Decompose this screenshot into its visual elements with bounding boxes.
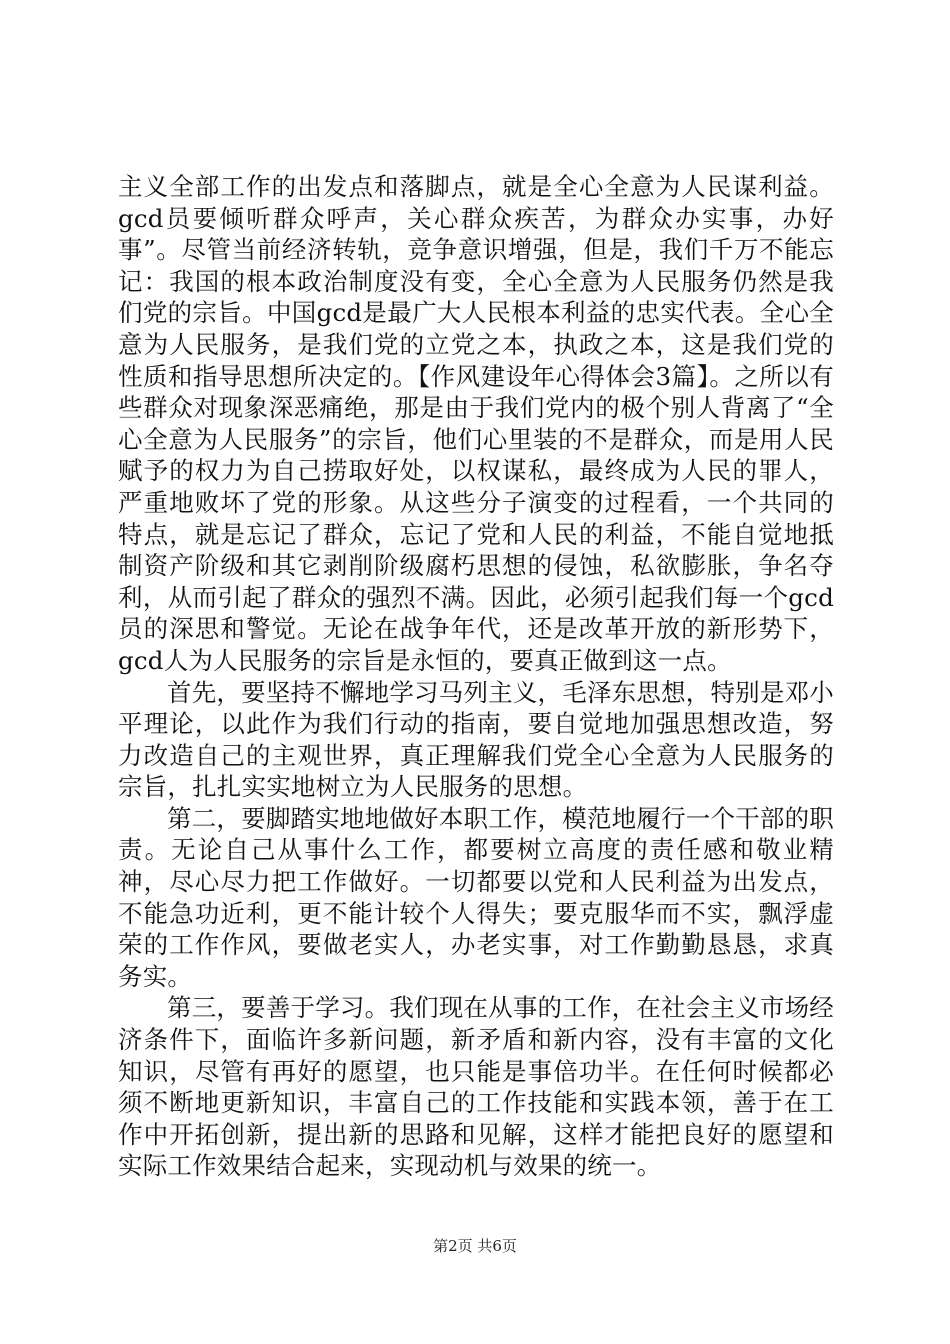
- page-number-footer: 第2页 共6页: [433, 1237, 517, 1255]
- body-text: [118, 171, 834, 1182]
- paragraph-continuation: 主义全部工作的出发点和落脚点，就是全心全意为人民谋利益。gcd员要倾听群众呼声，关心群众疾苦，为群众办实事，办好事”。尽管当前经济转轨，竞争意识增强，但是，我们千万不能忘记：我国的根本政治制度没有变，全心全意为人民服务仍然是我们党的宗旨。中国gcd是最广大人民根本利益的忠实代表。全心全意为人民服务，是我们党的立党之本，执政之本，这是我们党的性质和指导思想所决定的。【作风建设年心得体会3篇】。之所以有些群众对现象深恶痛绝，那是由于我们党内的极个别人背离了“全心全意为人民服务”的宗旨，他们心里装的不是群众，而是用人民赋予的权力为自己捞取好处，以权谋私，最终成为人民的罪人，严重地败坏了党的形象。从这些分子演变的过程看，一个共同的特点，就是忘记了群众，忘记了党和人民的利益，不能自觉地抵制资产阶级和其它剥削阶级腐朽思想的侵蚀，私欲膨胀，争名夺利，从而引起了群众的强烈不满。因此，必须引起我们每一个gcd员的深思和警觉。无论在战争年代，还是改革开放的新形势下，gcd人为人民服务的宗旨是永恒的，要真正做到这一点。: [118, 172, 834, 675]
- paragraph-third: 第三，要善于学习。我们现在从事的工作，在社会主义市场经济条件下，面临许多新问题，新矛盾和新内容，没有丰富的文化知识，尽管有再好的愿望，也只能是事倍功半。在任何时候都必须不断地更新知识，丰富自己的工作技能和实践本领，善于在工作中开拓创新，提出新的思路和见解，这样才能把良好的愿望和实际工作效果结合起来，实现动机与效果的统一。: [118, 993, 834, 1181]
- paragraph-first: 首先，要坚持不懈地学习马列主义，毛泽东思想，特别是邓小平理论，以此作为我们行动的指南，要自觉地加强思想改造，努力改造自己的主观世界，真正理解我们党全心全意为人民服务的宗旨，扎扎实实地树立为人民服务的思想。: [118, 677, 834, 802]
- paragraph-second: 第二，要脚踏实地地做好本职工作，模范地履行一个干部的职责。无论自己从事什么工作，都要树立高度的责任感和敬业精神，尽心尽力把工作做好。一切都要以党和人民利益为出发点，不能急功近利，更不能计较个人得失；要克服华而不实，飘浮虚荣的工作作风，要做老实人，办老实事，对工作勤勤恳恳，求真务实。: [118, 803, 834, 991]
